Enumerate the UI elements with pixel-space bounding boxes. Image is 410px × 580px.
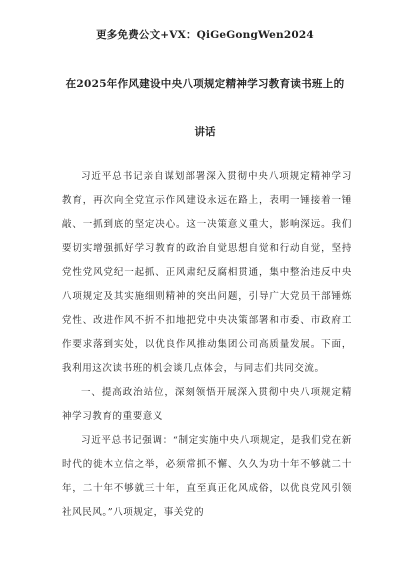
document-title: 在2025年作风建设中央八项规定精神学习教育读书班上的 [65,78,345,90]
section-heading-1: 一、提高政治站位，深刻领悟开展深入贯彻中央八项规定精神学习教育的重要意义 [62,387,352,422]
watermark-text: 更多免费公文+VX：QiGeGongWen2024 [96,29,314,41]
document-subtitle: 讲话 [194,126,216,138]
paragraph-intro: 习近平总书记亲自谋划部署深入贯彻中央八项规定精神学习教育，再次向全党宣示作风建设永远在路上，表明一锤接着一锤敲、一抓到底的坚定决心。这一决策意义重大，影响深远。我们要切实增强抓好学习教育的政治自觉思想自觉和行动自觉，坚持党性党风党纪一起抓、正风肃纪反腐相贯通，集中整治违反中央八项规定及其实施细则精神的突出问题，引导广大党员干部锤炼党性、改进作风不折不扣地把党中央决策部署和市委、市政府工作要求落到实处，以优良作风推动集团公司高质量发展。下面，我利用这次读书班的机会谈几点体会，与同志们共同交流。 [62,171,352,374]
document-body [62,165,352,525]
paragraph-section-1: 习近平总书记强调：“制定实施中央八项规定，是我们党在新时代的徙木立信之举，必须常抓不懈、久久为功十年不够就二十年，二十年不够就三十年，直至真正化风成俗，以优良党风引领社风民风。”八项规定，事关党的 [62,435,352,518]
